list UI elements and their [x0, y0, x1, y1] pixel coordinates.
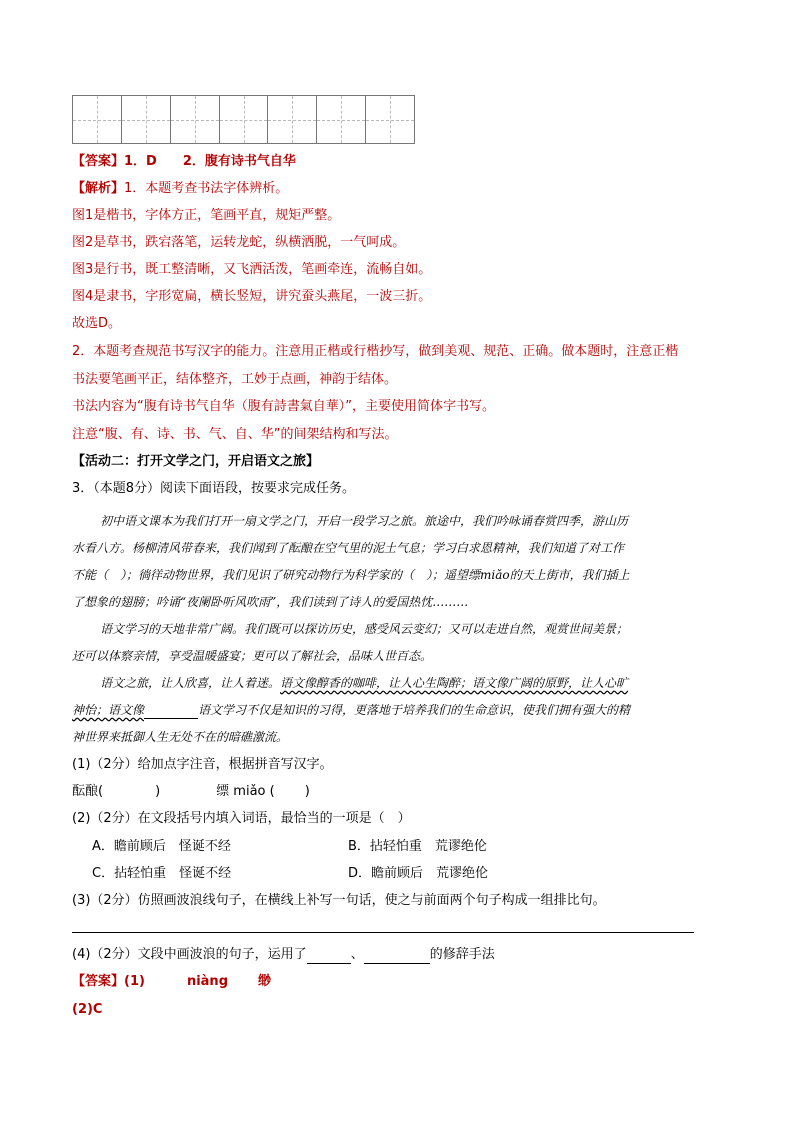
answer-part: (1): [124, 974, 145, 989]
sub-question-3: (3)（2分）仿照画波浪线句子，在横线上补写一句话，使之与前面两个句子构成一组排比句。: [72, 893, 606, 908]
item-b: 缥 miǎo (: [216, 784, 275, 799]
passage-line: 不能（ ）；徜徉动物世界，我们见识了研究动物行为科学家的（ ）；遥望缥miǎo的天上街市，我们插上: [72, 568, 630, 582]
sub-question-2: (2)（2分）在文段括号内填入词语，最恰当的一项是（ ）: [72, 811, 411, 826]
sub4-sep: 、: [350, 947, 364, 962]
grid-cell: [122, 96, 171, 143]
passage-line: 神世界来抵御人生无处不在的暗礁激流。: [72, 730, 289, 744]
grid-cell: [317, 96, 366, 143]
item-a-close: ): [155, 784, 161, 799]
answer-tag: 【答案】: [72, 154, 125, 169]
grid-cell: [268, 96, 317, 143]
item-b-close: ): [304, 784, 310, 799]
option-d[interactable]: D．瞻前顾后 荒谬绝伦: [348, 866, 489, 881]
passage-line: [72, 701, 630, 719]
answer-q2: 2．腹有诗书气自华: [182, 154, 296, 169]
fill-blank[interactable]: [144, 718, 198, 719]
fill-blank[interactable]: [364, 963, 430, 964]
answer-q1: 1．D: [124, 154, 157, 169]
grid-cell: [366, 96, 414, 143]
wavy-sentence: 神怡；语文像: [72, 703, 145, 717]
wavy-sentence: 语文像醇香的咖啡，让人心生陶醉；语文像广阔的原野，让人心旷: [280, 676, 629, 690]
passage-line: 初中语文课本为我们打开一扇文学之门，开启一段学习之旅。旅途中，我们吟咏诵春赏四季，游山历: [100, 514, 629, 528]
answer-char: 缈: [258, 974, 272, 989]
analysis-text: 1．本题考查书法字体辨析。: [124, 181, 289, 196]
analysis-line: 图3是行书，既工整清晰，又飞洒活泼，笔画牵连，流畅自如。: [72, 262, 432, 277]
answer-line-3: (2)C: [72, 1002, 103, 1017]
passage-line: [100, 674, 628, 692]
analysis-line: 图2是草书，跌宕落笔，运转龙蛇，纵横洒脱，一气呵成。: [72, 235, 406, 250]
answer-rule[interactable]: [72, 932, 694, 933]
analysis-head: [72, 180, 288, 198]
passage-line: 水看八方。杨柳清风带春来，我们闻到了酝酿在空气里的泥土气息；学习白求恩精神，我们知道了对工作: [72, 541, 625, 555]
answer-line-1: [72, 153, 296, 171]
answer-pinyin: niàng: [186, 974, 228, 989]
analysis-line: 注意“腹、有、诗、书、气、自、华”的间架结构和写法。: [72, 427, 398, 442]
passage-text: 语文学习不仅是知识的习得，更落地于培养我们的生命意识，使我们拥有强大的精: [198, 703, 631, 717]
passage-line: 还可以体察亲情，享受温暖盛宴；更可以了解社会，品味人世百态。: [72, 649, 433, 663]
passage-line: 了想象的翅膀；吟诵“夜阑卧听风吹雨”，我们读到了诗人的爱国热忱………: [72, 595, 469, 609]
analysis-line: 故选D。: [72, 316, 122, 331]
analysis-line: 书法要笔画平正，结体整齐，工妙于点画，神韵于结体。: [72, 372, 398, 387]
option-a[interactable]: A．瞻前顾后 怪诞不经: [92, 839, 231, 854]
question-3: 3．（本题8分）阅读下面语段，按要求完成任务。: [72, 481, 356, 496]
sub-question-1: (1)（2分）给加点字注音，根据拼音写汉字。: [72, 757, 333, 772]
option-b[interactable]: B．拈轻怕重 荒谬绝伦: [348, 839, 487, 854]
answer-tag: 【答案】: [72, 974, 125, 989]
analysis-line: 图4是隶书，字形宽扁，横长竖短，讲究蚕头燕尾，一波三折。: [72, 289, 432, 304]
item-a: 酝酿(: [72, 784, 104, 799]
passage-line: 语文学习的天地非常广阔。我们既可以探访历史，感受风云变幻；又可以走进自然，观赏世间美景；: [100, 622, 629, 636]
sub1-items: [72, 783, 310, 801]
analysis-line: 2．本题考查规范书写汉字的能力。注意用正楷或行楷抄写，做到美观、规范、正确。做本题时，注意正楷: [72, 344, 679, 359]
analysis-tag: 【解析】: [72, 181, 125, 196]
analysis-line: 书法内容为“腹有诗书气自华（腹有詩書氣自華）”，主要使用简体字书写。: [72, 399, 495, 414]
passage-text: 语文之旅，让人欣喜，让人着迷。: [100, 676, 281, 690]
analysis-line: 图1是楷书，字体方正，笔画平直，规矩严整。: [72, 208, 341, 223]
sub4-text: (4)（2分）文段中画波浪的句子，运用了: [72, 947, 307, 962]
grid-cell: [220, 96, 269, 143]
grid-cell: [73, 96, 122, 143]
sub4-text: 的修辞手法: [429, 947, 495, 962]
option-c[interactable]: C．拈轻怕重 怪诞不经: [92, 866, 232, 881]
grid-cell: [171, 96, 220, 143]
sub-question-4: [72, 946, 495, 964]
activity-title: 【活动二：打开文学之门，开启语文之旅】: [72, 454, 320, 469]
answer-line-2: [72, 973, 271, 991]
fill-blank[interactable]: [307, 963, 351, 964]
writing-grid: [72, 95, 415, 144]
